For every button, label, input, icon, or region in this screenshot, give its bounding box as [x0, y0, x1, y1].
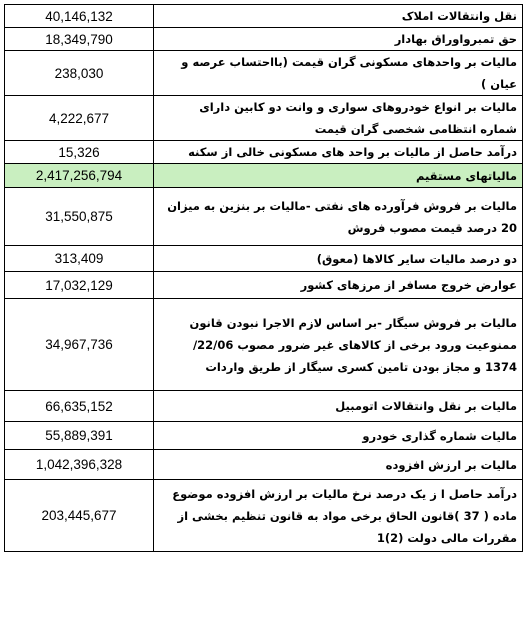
description-cell: مالیات بر واحدهای مسکونی گران قیمت (بااحتساب عرصه و عیان )	[154, 51, 523, 96]
table-row	[5, 246, 523, 272]
table-body	[5, 5, 523, 552]
amount-cell: 15,326	[5, 141, 154, 164]
description-cell: مالیات بر فروش سیگار -بر اساس لازم الاجرا نبودن قانون ممنوعیت ورود برخی از کالاهای غیر ضرور مصوب 22/06/ 1374 و مجاز بودن تامین کسری سیگار از طریق واردات	[154, 299, 523, 391]
tax-revenue-table	[4, 4, 523, 552]
description-cell: مالیات بر ارزش افزوده	[154, 450, 523, 480]
table-row	[5, 141, 523, 164]
table-row	[5, 28, 523, 51]
description-cell: عوارض خروج مسافر از مرزهای کشور	[154, 272, 523, 299]
table-row-total	[5, 164, 523, 188]
table-row	[5, 450, 523, 480]
table-row	[5, 51, 523, 96]
description-cell: مالیات بر انواع خودروهای سواری و وانت دو کابین دارای شماره انتظامی شخصی گران قیمت	[154, 96, 523, 141]
description-cell: درآمد حاصل از مالیات بر واحد های مسکونی خالی از سکنه	[154, 141, 523, 164]
amount-cell: 1,042,396,328	[5, 450, 154, 480]
amount-cell: 238,030	[5, 51, 154, 96]
table-row	[5, 422, 523, 450]
table-row	[5, 480, 523, 552]
table-row	[5, 5, 523, 28]
amount-cell: 17,032,129	[5, 272, 154, 299]
amount-cell: 203,445,677	[5, 480, 154, 552]
table-row	[5, 272, 523, 299]
description-cell: حق تمبرواوراق بهادار	[154, 28, 523, 51]
table-row	[5, 391, 523, 422]
amount-cell: 313,409	[5, 246, 154, 272]
amount-cell: 34,967,736	[5, 299, 154, 391]
description-cell: مالیاتهای مستقیم	[154, 164, 523, 188]
description-cell: مالیات بر نقل وانتقالات اتومبیل	[154, 391, 523, 422]
amount-cell: 4,222,677	[5, 96, 154, 141]
table-row	[5, 188, 523, 246]
description-cell: مالیات بر فروش فرآورده های نفتی -مالیات بر بنزین به میزان 20 درصد قیمت مصوب فروش	[154, 188, 523, 246]
amount-cell: 55,889,391	[5, 422, 154, 450]
description-cell: دو درصد مالیات سایر کالاها (معوق)	[154, 246, 523, 272]
description-cell: درآمد حاصل ا ز یک درصد نرخ مالیات بر ارزش افزوده موضوع ماده ( 37 )قانون الحاق برخی مواد به قانون تنظیم بخشی از مقررات مالی دولت (2)1	[154, 480, 523, 552]
description-cell: مالیات شماره گذاری خودرو	[154, 422, 523, 450]
amount-cell: 40,146,132	[5, 5, 154, 28]
table-row	[5, 299, 523, 391]
amount-cell: 31,550,875	[5, 188, 154, 246]
description-cell: نقل وانتقالات املاک	[154, 5, 523, 28]
table-row	[5, 96, 523, 141]
amount-cell: 18,349,790	[5, 28, 154, 51]
amount-cell: 2,417,256,794	[5, 164, 154, 188]
amount-cell: 66,635,152	[5, 391, 154, 422]
